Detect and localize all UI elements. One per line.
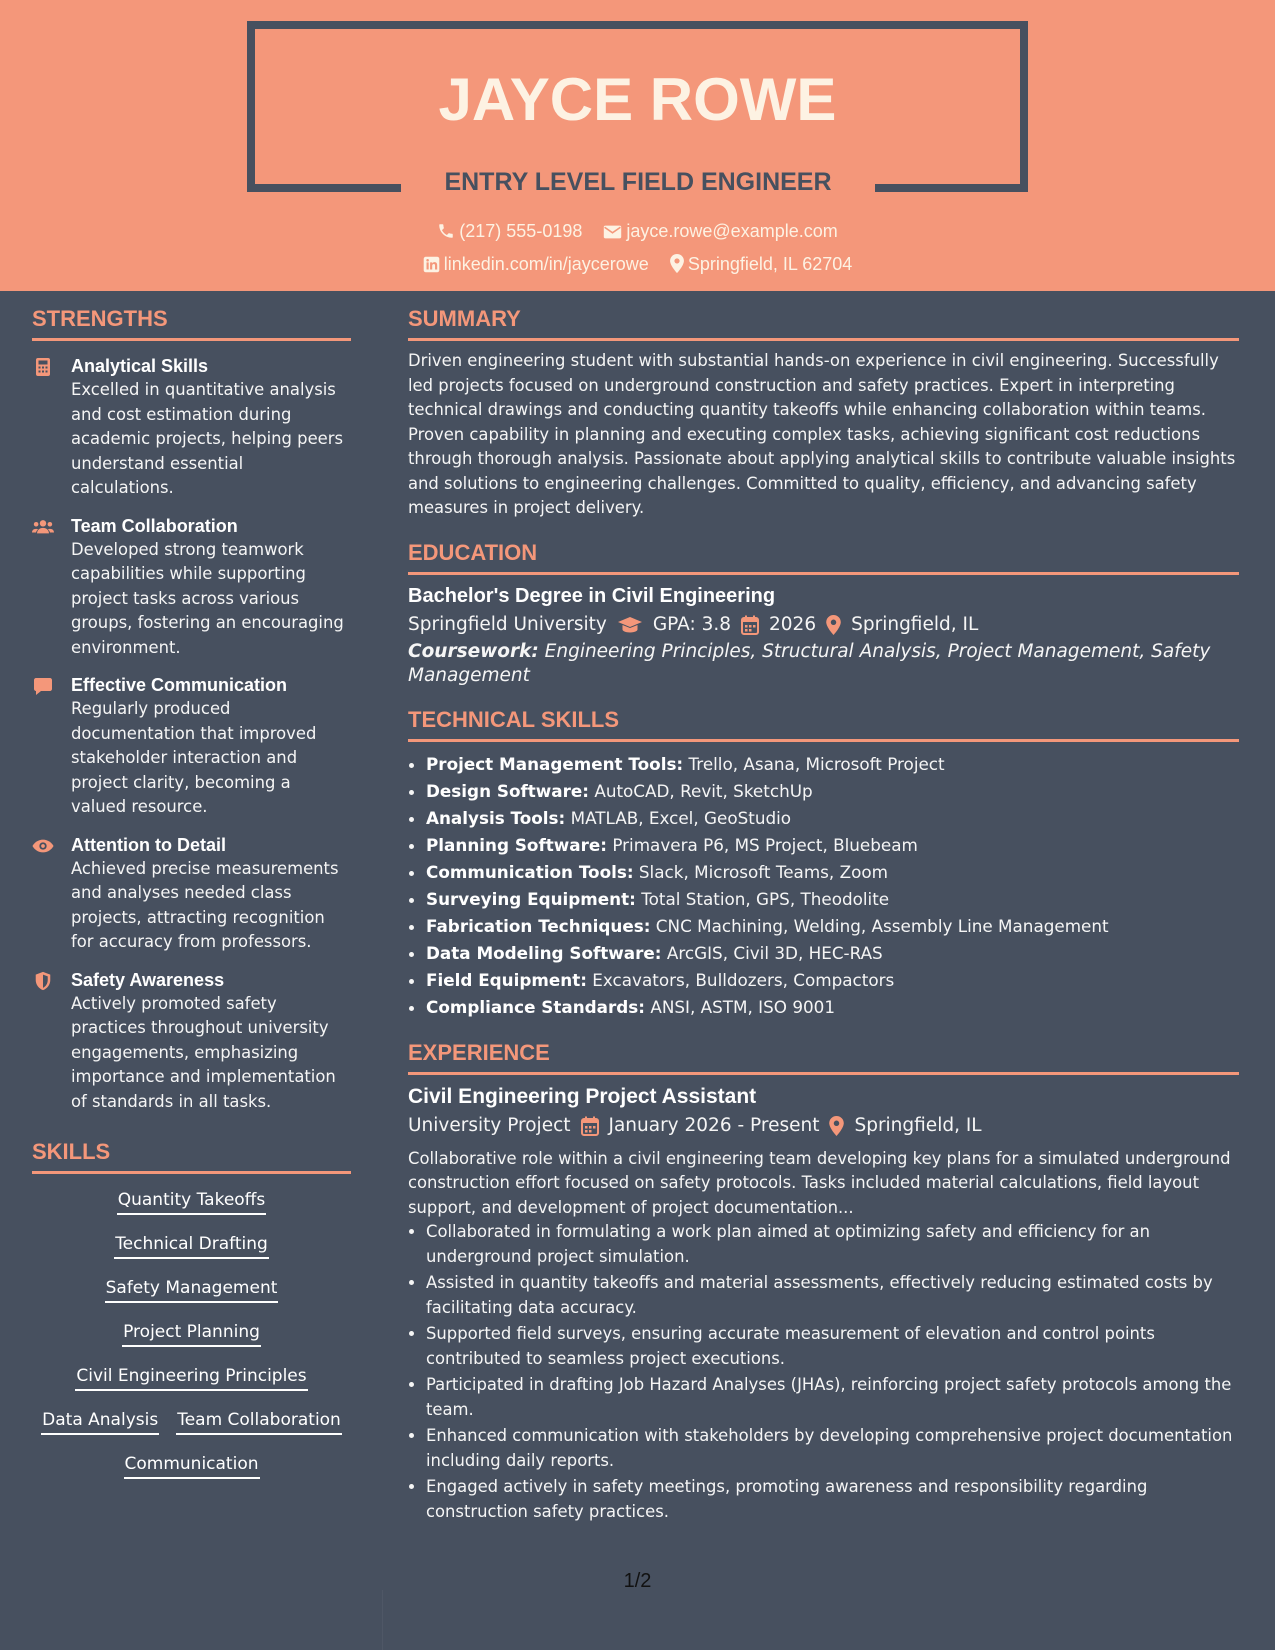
experience-meta bbox=[408, 1111, 1239, 1141]
graduation-year: 2026 bbox=[769, 613, 817, 635]
linkedin-contact[interactable] bbox=[423, 252, 649, 276]
header bbox=[0, 0, 1275, 291]
skill-chip: Project Planning bbox=[122, 1320, 261, 1347]
job-location: Springfield, IL bbox=[854, 1114, 982, 1136]
strength-item bbox=[32, 354, 351, 501]
users-icon bbox=[32, 517, 54, 537]
phone-text: (217) 555-0198 bbox=[459, 221, 583, 241]
map-marker-icon bbox=[670, 254, 684, 273]
skill-value: Trello, Asana, Microsoft Project bbox=[688, 753, 945, 774]
list-item bbox=[426, 967, 1239, 994]
map-marker-icon bbox=[826, 615, 841, 635]
skill-value: AutoCAD, Revit, SketchUp bbox=[594, 780, 813, 801]
skill-chip: Quantity Takeoffs bbox=[117, 1188, 267, 1215]
strength-title: Attention to Detail bbox=[71, 834, 226, 855]
calendar-icon bbox=[741, 615, 759, 635]
location-text: Springfield, IL 62704 bbox=[687, 254, 853, 274]
frame-bottom-right bbox=[875, 184, 1028, 192]
strength-title: Safety Awareness bbox=[71, 969, 225, 990]
job-description: Collaborative role within a civil engineering team developing key plans for a simulated underground construction effort focused on safety protocols. Tasks included material calculations, field layout support, and development of project documentation... bbox=[408, 1148, 1231, 1217]
skill-label: Communication Tools: bbox=[426, 861, 634, 882]
coursework-label: Coursework: bbox=[408, 640, 539, 662]
linkedin-text: linkedin.com/in/jaycerowe bbox=[443, 254, 649, 274]
skill-chip: Data Analysis bbox=[41, 1408, 159, 1435]
summary-text: Driven engineering student with substantial hands-on experience in civil engineering. Successfully led projects focused on underground construction and safety practices. Expert in interpreting technical drawings and conducting quantity takeoffs while enhancing collaboration within teams. Proven capability in planning and executing complex tasks, achieving significant cost reductions through thorough analysis. Passionate about applying analytical skills to contribute valuable insights and solutions to engineering challenges. Committed to quality, efficiency, and advancing safety measures in project delivery. bbox=[408, 351, 1236, 517]
coursework-list: Engineering Principles, Structural Analysis, Project Management, Safety Management bbox=[408, 640, 1211, 686]
gpa-text: GPA: 3.8 bbox=[652, 613, 732, 635]
skill-chip: Safety Management bbox=[105, 1276, 279, 1303]
skill-label: Planning Software: bbox=[426, 834, 607, 855]
column-divider bbox=[382, 1590, 383, 1650]
education-meta bbox=[408, 610, 1239, 640]
contact-row-1 bbox=[0, 219, 1275, 243]
skill-chip: Team Collaboration bbox=[176, 1408, 342, 1435]
skill-value: Primavera P6, MS Project, Bluebeam bbox=[612, 834, 918, 855]
location-contact bbox=[670, 252, 852, 276]
school-name: Springfield University bbox=[408, 613, 607, 635]
job-title: Civil Engineering Project Assistant bbox=[408, 1084, 757, 1108]
strengths-heading: STRENGTHS bbox=[32, 303, 351, 341]
skill-label: Analysis Tools: bbox=[426, 807, 566, 828]
summary-heading: SUMMARY bbox=[408, 303, 1239, 341]
experience-bullets bbox=[408, 1220, 1239, 1524]
calendar-icon bbox=[581, 1116, 599, 1136]
list-item: • Engaged actively in safety meetings, promoting awareness and responsibility regarding construction safety practices. bbox=[426, 1475, 1239, 1524]
skill-label: Design Software: bbox=[426, 780, 589, 801]
phone-contact[interactable] bbox=[437, 219, 582, 243]
organization: University Project bbox=[408, 1114, 571, 1136]
skill-value: ArcGIS, Civil 3D, HEC-RAS bbox=[666, 942, 883, 963]
list-item: • Collaborated in formulating a work plan aimed at optimizing safety and efficiency for an underground project simulation. bbox=[426, 1220, 1239, 1269]
job-role: ENTRY LEVEL FIELD ENGINEER bbox=[444, 168, 832, 196]
strength-description: Excelled in quantitative analysis and cost estimation during academic projects, helping peers understand essential calculations. bbox=[71, 380, 344, 497]
school-location: Springfield, IL bbox=[851, 613, 979, 635]
list-item bbox=[426, 994, 1239, 1021]
skills-heading: SKILLS bbox=[32, 1136, 351, 1174]
skill-value: Slack, Microsoft Teams, Zoom bbox=[638, 861, 888, 882]
phone-icon bbox=[437, 222, 455, 240]
list-item bbox=[426, 859, 1239, 886]
left-column bbox=[32, 303, 351, 1496]
education-heading: EDUCATION bbox=[408, 537, 1239, 575]
skill-label: Field Equipment: bbox=[426, 969, 587, 990]
skill-value: Excavators, Bulldozers, Compactors bbox=[592, 969, 895, 990]
degree-title: Bachelor's Degree in Civil Engineering bbox=[408, 584, 776, 607]
list-item bbox=[426, 805, 1239, 832]
skills-list bbox=[32, 1188, 351, 1479]
linkedin-icon bbox=[423, 256, 440, 273]
skill-label: Project Management Tools: bbox=[426, 753, 684, 774]
list-item bbox=[426, 832, 1239, 859]
map-marker-icon bbox=[829, 1116, 844, 1136]
strength-description: Actively promoted safety practices throughout university engagements, emphasizing importance and implementation of standards in all tasks. bbox=[71, 993, 336, 1111]
email-text: jayce.rowe@example.com bbox=[626, 221, 838, 241]
list-item bbox=[426, 913, 1239, 940]
strength-description: Regularly produced documentation that improved stakeholder interaction and project clarity, becoming a valued resource. bbox=[71, 699, 317, 816]
technical-skills-list bbox=[408, 751, 1239, 1021]
list-item bbox=[426, 940, 1239, 967]
skill-label: Compliance Standards: bbox=[426, 996, 645, 1017]
skill-chip: Communication bbox=[124, 1452, 260, 1479]
skill-label: Fabrication Techniques: bbox=[426, 915, 651, 936]
strength-item bbox=[32, 833, 351, 955]
skills-section bbox=[32, 1136, 351, 1479]
candidate-name: JAYCE ROWE bbox=[438, 66, 837, 133]
technical-skills-heading: TECHNICAL SKILLS bbox=[408, 704, 1239, 742]
list-item bbox=[426, 751, 1239, 778]
email-contact[interactable] bbox=[603, 219, 837, 243]
skill-chip: Technical Drafting bbox=[114, 1232, 269, 1259]
skill-value: CNC Machining, Welding, Assembly Line Management bbox=[655, 915, 1109, 936]
envelope-icon bbox=[603, 224, 622, 240]
strength-item bbox=[32, 968, 351, 1115]
strength-title: Team Collaboration bbox=[71, 515, 238, 536]
job-dates: January 2026 - Present bbox=[608, 1114, 820, 1136]
right-column bbox=[408, 303, 1239, 1526]
skill-label: Surveying Equipment: bbox=[426, 888, 636, 909]
experience-heading: EXPERIENCE bbox=[408, 1037, 1239, 1075]
list-item: • Supported field surveys, ensuring accurate measurement of elevation and control points contributed to seamless project executions. bbox=[426, 1322, 1239, 1371]
skill-value: ANSI, ASTM, ISO 9001 bbox=[650, 996, 836, 1017]
skill-value: Total Station, GPS, Theodolite bbox=[641, 888, 890, 909]
comment-icon bbox=[32, 676, 54, 696]
strength-title: Analytical Skills bbox=[71, 356, 209, 376]
list-item: • Enhanced communication with stakeholders by developing comprehensive project documentation including daily reports. bbox=[426, 1424, 1239, 1473]
skill-chip: Civil Engineering Principles bbox=[75, 1364, 307, 1391]
strength-item bbox=[32, 673, 351, 820]
calculator-icon bbox=[32, 357, 54, 377]
graduation-cap-icon bbox=[617, 615, 643, 635]
eye-icon bbox=[32, 836, 54, 856]
strength-description: Achieved precise measurements and analyses needed class projects, attracting recognition for accuracy from professors. bbox=[71, 858, 339, 951]
skill-label: Data Modeling Software: bbox=[426, 942, 662, 963]
list-item: • Participated in drafting Job Hazard Analyses (JHAs), reinforcing project safety protocols among the team. bbox=[426, 1373, 1239, 1422]
list-item: • Assisted in quantity takeoffs and material assessments, effectively reducing estimated costs by facilitating data accuracy. bbox=[426, 1271, 1239, 1320]
frame-bottom-left bbox=[247, 184, 401, 192]
list-item bbox=[426, 778, 1239, 805]
list-item bbox=[426, 886, 1239, 913]
strength-description: Developed strong teamwork capabilities while supporting project tasks across various groups, fostering an encouraging environment. bbox=[71, 539, 344, 657]
strength-title: Effective Communication bbox=[71, 675, 288, 695]
contact-row-2 bbox=[0, 252, 1275, 276]
coursework bbox=[408, 640, 1239, 688]
skill-value: MATLAB, Excel, GeoStudio bbox=[570, 807, 792, 828]
strength-item bbox=[32, 514, 351, 661]
shield-icon bbox=[32, 971, 54, 991]
page-number: 1/2 bbox=[623, 1570, 652, 1592]
